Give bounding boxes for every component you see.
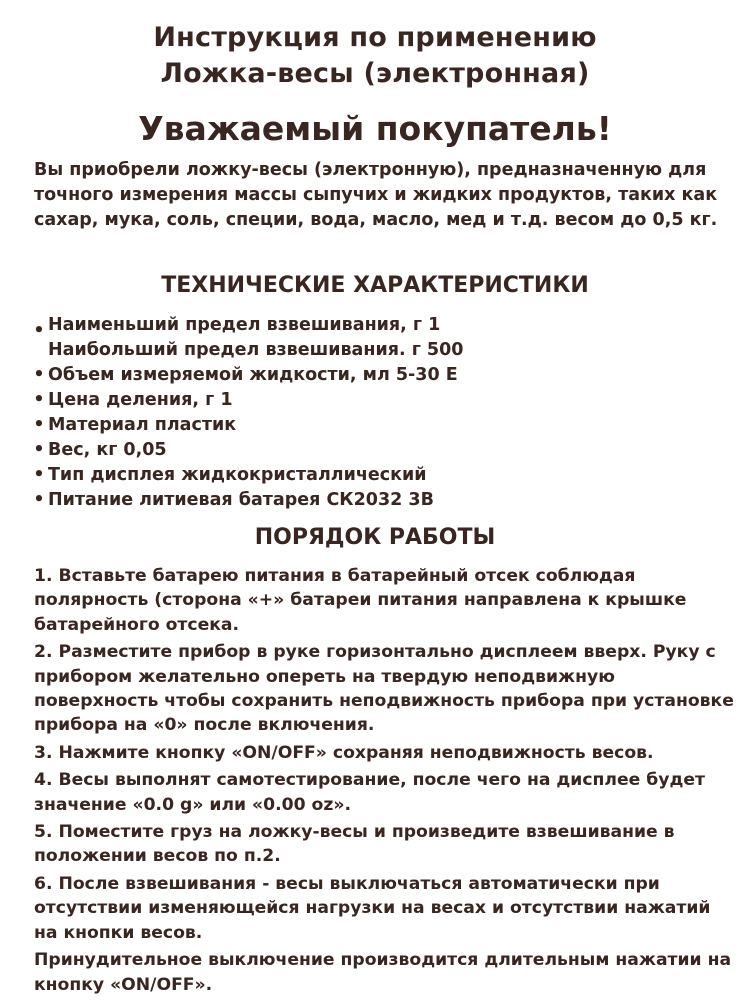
bullet-icon: • <box>33 490 45 510</box>
procedure-step: 4. Весы выполнят самотестирование, после чего на дисплее будет значение «0.0 g» или «0.00 oz». <box>34 770 705 815</box>
procedure-step: 6. После взвешивания - весы выключаться автоматически при отсутствии изменяющейся нагрузки на весах и отсутствии нажатий на кнопки весов. <box>34 873 711 943</box>
procedure-step: 5. Поместите груз на ложку-весы и произведите взвешивание в положении весов по п.2. <box>34 822 675 867</box>
procedure-step: 3. Нажмите кнопку «ON/OFF» сохраняя неподвижность весов. <box>34 742 654 763</box>
specs-heading: ТЕХНИЧЕСКИЕ ХАРАКТЕРИСТИКИ <box>161 273 589 298</box>
procedure-step: 2. Разместите прибор в руке горизонтально дисплеем вверх. Руку с прибором желательно опереть на твердую неподвижную поверхность чтобы сохранить неподвижность прибора при установке прибора на «0» после включения. <box>34 642 734 736</box>
bullet-icon: • <box>33 415 45 435</box>
procedure-note: Принудительное выключение производится длительным нажатии на кнопку «ON/OFF». <box>34 950 732 995</box>
bullet-icon: • <box>33 390 45 410</box>
spec-item: • Объем измеряемой жидкости, мл 5-30 Е <box>30 363 730 388</box>
spec-item: • Материал пластик <box>30 413 730 438</box>
procedure-steps <box>34 564 734 1000</box>
procedure-step: 1. Вставьте батарею питания в батарейный отсек соблюдая полярность (сторона «+» батареи питания направлена к крышке батарейного отсека. <box>34 566 687 635</box>
spec-item: Наибольший предел взвешивания. г 500 <box>48 340 464 360</box>
spec-item: • Наименьший предел взвешивания, г 1 <box>30 313 730 338</box>
bullet-icon: • <box>33 321 45 341</box>
intro-paragraph: Вы приобрели ложку-весы (электронную), предназначенную для точного измерения массы сыпучих и жидких продуктов, таких как сахар, мука, соль, специи, вода, масло, мед и т.д. весом до 0,5 кг. <box>34 160 718 230</box>
greeting-heading: Уважаемый покупатель! <box>138 109 612 148</box>
procedure-heading: ПОРЯДОК РАБОТЫ <box>254 525 496 550</box>
spec-item: • Тип дисплея жидкокристаллический <box>30 463 730 488</box>
bullet-icon: • <box>33 440 45 460</box>
product-name: Ложка-весы (электронная) <box>160 58 590 89</box>
spec-item: • Питание литиевая батарея СК2032 3В <box>30 488 730 513</box>
bullet-icon: • <box>33 365 45 385</box>
spec-item: • Цена деления, г 1 <box>30 388 730 413</box>
specs-list <box>30 313 730 513</box>
bullet-icon: • <box>33 465 45 485</box>
document-title: Инструкция по применению <box>153 22 597 53</box>
spec-item: • Вес, кг 0,05 <box>30 438 730 463</box>
